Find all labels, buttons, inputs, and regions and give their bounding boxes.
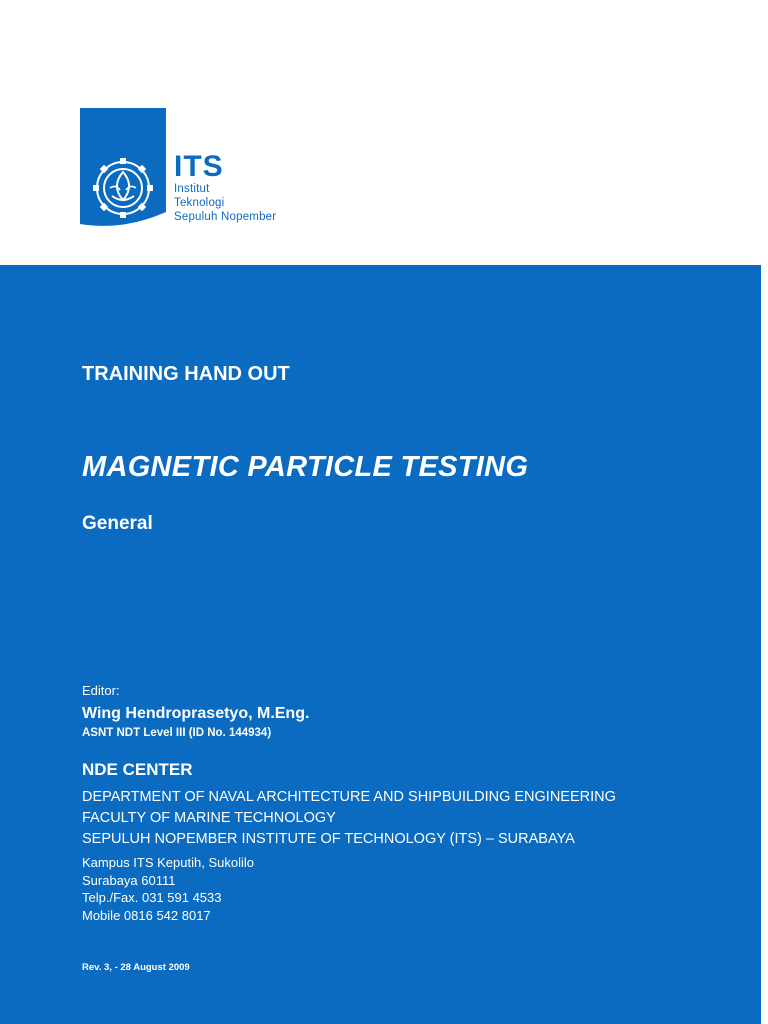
its-logo <box>80 108 300 232</box>
editor-label: Editor: <box>82 683 120 698</box>
logo-line: Sepuluh Nopember <box>174 211 277 223</box>
its-emblem-icon <box>80 108 166 231</box>
page-edge-strip <box>761 0 768 1024</box>
institution-line: DEPARTMENT OF NAVAL ARCHITECTURE AND SHIPBUILDING ENGINEERING <box>82 789 616 805</box>
address-line: Telp./Fax. 031 591 4533 <box>82 890 222 905</box>
document-kicker: TRAINING HAND OUT <box>82 363 290 385</box>
institution-block <box>82 787 616 850</box>
address-line: Mobile 0816 542 8017 <box>82 907 211 923</box>
document-title: MAGNETIC PARTICLE TESTING <box>82 451 529 483</box>
center-name: NDE CENTER <box>82 760 193 779</box>
address-line: Surabaya 60111 <box>82 872 176 888</box>
editor-credential: ASNT NDT Level III (ID No. 144934) <box>82 727 272 739</box>
address-line: Kampus ITS Keputih, Sukolilo <box>82 855 254 870</box>
address-block <box>82 854 254 924</box>
institution-line: SEPULUH NOPEMBER INSTITUTE OF TECHNOLOGY (ITS) – SURABAYA <box>82 831 575 847</box>
editor-name: Wing Hendroprasetyo, M.Eng. <box>82 705 310 722</box>
document-subtitle: General <box>82 513 153 534</box>
logo-abbr: ITS <box>174 150 224 183</box>
logo-wordmark <box>174 152 276 224</box>
logo-line: Institut <box>174 183 210 195</box>
logo-line: Teknologi <box>174 197 225 209</box>
cover-band <box>0 265 761 1024</box>
revision-note: Rev. 3, - 28 August 2009 <box>82 962 190 973</box>
institution-line: FACULTY OF MARINE TECHNOLOGY <box>82 810 336 826</box>
